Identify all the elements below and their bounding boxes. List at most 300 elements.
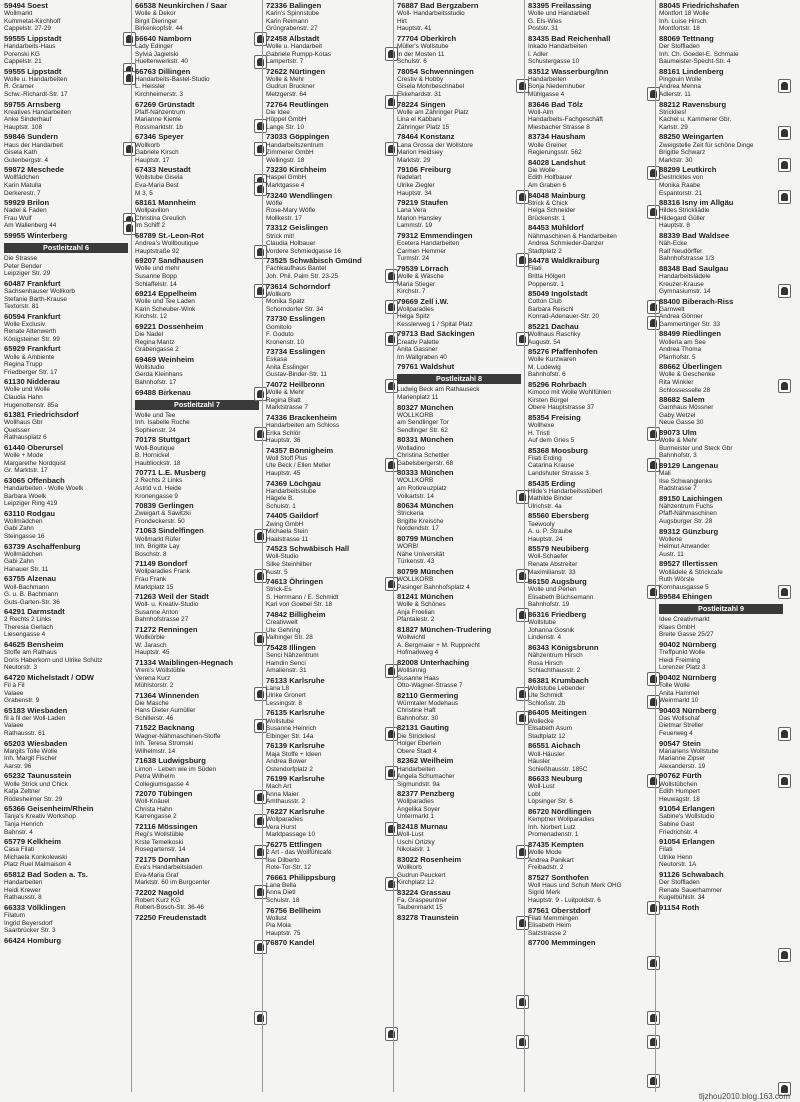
shop-address-line: Aarstr. 96 — [4, 762, 32, 770]
shop-address-line: Mach Art — [266, 783, 292, 791]
shop-address-line: Wollstube — [528, 619, 556, 627]
shop-address-line: Schorndorfer Str. 34 — [266, 305, 324, 313]
shop-city: 71272 Renningen — [135, 624, 198, 634]
shop-address-line: Filati Erding — [528, 454, 562, 462]
shop-address-line: Crestiv & Hobby — [397, 75, 444, 83]
shop-city: 81827 München-Trudering — [397, 624, 492, 634]
shop-city: 87527 Sonthofen — [528, 872, 589, 882]
shop-address-line: Boschstr. 8 — [135, 550, 167, 558]
shop-city: 82418 Murnau — [397, 822, 448, 831]
shop-address-line: Im Schiff 2 — [135, 222, 166, 230]
shop-address-line: Mühlstorstr. 2 — [135, 682, 174, 690]
shop-address-line: Regierungsstr. 562 — [528, 149, 582, 157]
shop-address-line: Verena Kurz — [135, 674, 171, 682]
shop-address-line: Renate Altenwerth — [4, 328, 57, 336]
shop-address-line: Wolle Mode — [528, 849, 562, 857]
shop-address-line: Leipziger Ring 419 — [4, 500, 58, 508]
shop-address-line: Am Graben 6 — [528, 181, 567, 189]
shop-address-line: Wolladino — [397, 444, 425, 452]
shop-address-line: Wollkorb — [397, 864, 422, 872]
column-divider — [524, 0, 525, 1092]
shop-address-line: Die Strasse — [4, 255, 38, 263]
shop-address-line: Inh. Luise Hirsch — [659, 17, 707, 25]
shop-city: 86150 Augsburg — [528, 577, 587, 587]
shop-address-line: Schw.-Richardt-Str. 17 — [4, 90, 68, 98]
shop-city: 82008 Unterhaching — [397, 657, 470, 667]
shop-address-line: Strickeria — [397, 510, 424, 518]
shop-address-line: Gerda Kleinhans — [135, 371, 183, 379]
shop-address-line: Hauptstr. 36 — [266, 437, 301, 445]
shop-city: 86551 Aichach — [528, 741, 581, 751]
shop-address-line: Leipziger Str. 29 — [4, 270, 51, 278]
shop-address-line: Bahnhofstrasse 1/3 — [659, 255, 715, 263]
shop-address-line: Lana Bella — [266, 881, 297, 889]
shop-address-line: Eva-Maria Graf — [135, 871, 179, 879]
shop-address-line: Kimoco mit Wolle Wohlfühlen — [528, 389, 611, 397]
shop-address-line: Auf dem Gries 5 — [528, 437, 575, 445]
shop-city: 78464 Konstanz — [397, 132, 455, 142]
logo-mark — [781, 193, 788, 201]
shop-address-line: Garnwelt — [659, 305, 685, 313]
shop-address-line: Marion Hansley — [397, 214, 442, 222]
shop-address-line: Ulrike Ziegler — [397, 181, 435, 189]
shop-address-line: Andrea Thoma — [659, 346, 702, 354]
shop-address-line: Gabriele Kirsch — [135, 149, 179, 157]
shop-address-line: Freibadstr. 2 — [528, 864, 564, 872]
shop-address-line: Gabi Zahn — [4, 558, 34, 566]
shop-address-line: Gisela Kath — [4, 149, 38, 157]
shop-address-line: Espantorstr. 21 — [659, 189, 702, 197]
shop-address-line: Filati Memmingen — [528, 914, 579, 922]
shop-city: 91054 Erlangen — [659, 804, 715, 814]
shop-city: 63110 Rodgau — [4, 508, 56, 518]
shop-address-line: Schillerstr. 46 — [135, 714, 174, 722]
shop-address-line: Michaela Stein — [266, 528, 308, 536]
shop-address-line: A. Bergmaier + M. Rupprecht — [397, 641, 480, 649]
shop-address-line: Alexanderstr. 19 — [659, 762, 706, 770]
shop-address-line: Rathausplatz 6 — [4, 434, 47, 442]
shop-address-line: Woll-Alm — [528, 108, 554, 116]
shop-address-line: Brückenstr. 1 — [528, 214, 566, 222]
shop-address-line: Lina el Kabbani — [397, 116, 442, 124]
shop-address-line: Nähe Universität — [397, 550, 445, 558]
shop-address-line: Andrea Panikart — [528, 856, 574, 864]
shop-city: 67346 Speyer — [135, 132, 184, 142]
shop-address-line: Cappelstr. 21 — [4, 58, 42, 66]
shop-address-line: Hauptstr. 45 — [266, 470, 301, 478]
shop-address-line: Kemptner Wollparadies — [528, 816, 595, 824]
shop-address-line: Gestricktes von — [659, 174, 704, 182]
shop-address-line: Frau Wulf — [4, 214, 32, 222]
member-logo-column — [122, 0, 136, 1092]
shop-address-line: Marianne Zipser — [659, 755, 706, 763]
shop-address-line: Nadelart — [397, 174, 422, 182]
shop-address-line: Anja Froelian — [397, 608, 435, 616]
shop-address-line: Filati — [659, 846, 673, 854]
shop-address-line: Pfaff-Nähzentrum — [135, 108, 185, 116]
shop-address-line: Woll-Lust — [528, 783, 555, 791]
shop-address-line: Wollmarkt Rüfer — [135, 535, 181, 543]
shop-address-line: Hauptstr. 34 — [397, 189, 432, 197]
shop-address-line: Hugenottenstr. 85a — [4, 401, 59, 409]
shop-address-line: Wollkorb — [135, 141, 160, 149]
shop-city: 88045 Friedrichshafen — [659, 1, 740, 10]
shop-address-line: Taubenmarkt 15 — [397, 904, 443, 912]
shop-city: 63739 Aschaffenburg — [4, 541, 81, 551]
shop-address-line: Wolle & Mehr — [659, 437, 698, 445]
shop-address-line: Stefanie Barth-Krause — [4, 295, 67, 303]
logo-mark — [781, 730, 788, 738]
shop-address-line: Hauptstr. 8 — [659, 222, 690, 230]
shop-address-line: Kirchplatz 12 — [397, 879, 434, 887]
shop-city: 67433 Neustadt — [135, 165, 191, 175]
shop-address-line: Sigrid Merk — [528, 889, 561, 897]
shop-address-line: Steingasse 16 — [4, 532, 45, 540]
shop-address-line: Woll- u. Kreativ-Studio — [135, 601, 199, 609]
shop-address-line: Rossmarktstr. 1b — [135, 123, 183, 131]
shop-city: 88400 Biberach-Riss — [659, 296, 734, 306]
shop-address-line: Margarethe Nordquist — [4, 459, 66, 467]
shop-address-line: Erika Schlör — [266, 429, 301, 437]
shop-address-line: Montfortstr. 18 — [659, 25, 700, 33]
shop-address-line: Regina Mantz — [135, 338, 175, 346]
shop-city: 87561 Oberstdorf — [528, 905, 591, 915]
shop-address-line: L. Heissler — [135, 83, 166, 91]
directory-column — [397, 0, 521, 1092]
shop-address-line: Robert-Bosch-Str. 36-46 — [135, 904, 204, 912]
shop-address-line: Barbara Reischl — [528, 305, 574, 313]
shop-address-line: Karlstr. 29 — [659, 123, 688, 131]
shop-address-line: Handarbeiten am Schloss — [266, 422, 340, 430]
shop-address-line: Vreni's Wollstüble — [135, 666, 186, 674]
shop-address-line: Brigitte Kreische — [397, 517, 444, 525]
shop-address-line: Hofmarkweg 4 — [397, 649, 439, 657]
shop-city: 87435 Kempten — [528, 839, 584, 849]
shop-address-line: Untermarkt 1 — [397, 813, 434, 821]
shop-address-line: Quelsser — [4, 426, 30, 434]
shop-address-line: Vordere Schmiedgasse 16 — [266, 247, 341, 255]
shop-city: 83512 Wasserburg/Inn — [528, 66, 609, 76]
shop-address-line: Bahnhofstr. 30 — [397, 714, 439, 722]
shop-address-line: Wollsinnig — [397, 666, 427, 674]
shop-address-line: Otto-Wagner-Strasse 7 — [397, 682, 463, 690]
shop-address-line: Hauptstraße 92 — [135, 247, 180, 255]
shop-address-line: Regina Trupp — [4, 361, 43, 369]
shop-address-line: Stadtplatz 12 — [528, 732, 566, 740]
shop-address-line: Woll Stoff Plus — [266, 454, 308, 462]
shop-address-line: Pasinger Bahnhofsplatz 4 — [397, 583, 470, 591]
shop-address-line: Fa. Graspeuntner — [397, 896, 448, 904]
shop-city: 85560 Ebersberg — [528, 511, 589, 521]
shop-address-line: Michaela Konkolewski — [4, 853, 67, 861]
shop-address-line: Hauptstr. 24 — [528, 535, 563, 543]
shop-address-line: Woll-Häusler — [528, 750, 565, 758]
shop-address-line: Würmtaler Modehaus — [397, 699, 459, 707]
shop-city: 90547 Stein — [659, 738, 701, 748]
shop-city: 80331 München — [397, 435, 454, 445]
shop-address-line: Haus der Handarbeit — [4, 141, 63, 149]
shop-address-line: Wolle + Mode — [4, 452, 44, 460]
shop-address-line: 2 Rechts 2 Links — [4, 616, 52, 624]
yarn-shop-logo-icon — [778, 727, 791, 741]
shop-address-line: am Sendlinger Tor — [397, 419, 449, 427]
shop-address-line: Christine Haft — [397, 707, 436, 715]
shop-address-line: Fil à Fil — [4, 682, 25, 690]
shop-address-line: Ingrid Beyersdorf — [4, 919, 53, 927]
shop-address-line: Stoffe am Rathaus — [4, 649, 57, 657]
shop-address-line: Haubliockstr. 18 — [135, 459, 181, 467]
shop-address-line: Grabenstr. 9 — [4, 697, 40, 705]
shop-address-line: Elisabeth Heim — [528, 922, 571, 930]
column-divider — [393, 0, 394, 1092]
shop-address-line: Inh. Teresa Stromski — [135, 740, 194, 748]
shop-address-line: Helmut Anwander — [659, 543, 710, 551]
shop-address-line: Marianens Wollstube — [659, 747, 719, 755]
shop-address-line: Haalstrasse 11 — [266, 535, 309, 543]
shop-address-line: WOLLKORB — [397, 411, 434, 419]
shop-city: 64625 Bensheim — [4, 640, 64, 650]
shop-address-line: Ute Beck / Ellen Meller — [266, 462, 331, 470]
shop-city: 66538 Neunkirchen / Saar — [135, 1, 228, 10]
shop-city: 74842 Billigheim — [266, 609, 326, 619]
member-logo-column — [253, 0, 267, 1092]
shop-address-line: Baumeister-Specht-Str. 4 — [659, 58, 731, 66]
yarn-shop-logo-icon — [778, 948, 791, 962]
shop-address-line: Die Masche — [135, 699, 169, 707]
shop-address-line: Wollhexe — [528, 422, 555, 430]
shop-address-line: Heidi Freiming — [659, 656, 701, 664]
shop-address-line: Gisela Mohrbeschnabel — [397, 83, 465, 91]
shop-address-line: Ludwig Beck am Rathauseck — [397, 386, 480, 394]
shop-city: 91154 Roth — [659, 902, 700, 912]
shop-address-line: Tanja Henrich — [4, 821, 44, 828]
shop-address-line: Anna Dietl — [266, 889, 296, 897]
shop-address-line: WORB! — [397, 543, 419, 551]
shop-address-line: Bahnhofstr. 17 — [135, 379, 177, 387]
shop-address-line: Handarbeits-Bastel-Studio — [135, 75, 210, 83]
shop-city: 69469 Weinheim — [135, 354, 194, 364]
shop-city: 68161 Mannheim — [135, 198, 196, 208]
shop-address-line: Holger Eberlein — [397, 740, 442, 748]
shop-city: 74523 Schwäbisch Hall — [266, 544, 350, 554]
shop-address-line: Handarbeits-Fachgeschäft — [528, 116, 603, 124]
shop-address-line: Bahnstr. 4 — [4, 828, 33, 836]
shop-address-line: Guts-Garten-Str. 36 — [4, 598, 60, 606]
shop-address-line: Robert Kurz KG — [135, 896, 181, 904]
shop-address-line: Wollhaus Raschky — [528, 331, 581, 339]
member-logo-column — [646, 0, 660, 1092]
shop-city: 88250 Weingarten — [659, 132, 724, 142]
shop-address-line: Wolle und mehr — [135, 265, 180, 273]
shop-city: 72202 Nagold — [135, 887, 184, 897]
shop-address-line: Im Wallgraben 40 — [397, 353, 447, 361]
shop-city: 84028 Landshut — [528, 157, 586, 167]
shop-city: 88316 Isny im Allgäu — [659, 198, 734, 208]
shop-city: 61440 Oberursel — [4, 442, 64, 452]
shop-city: 74613 Öhringen — [266, 577, 323, 587]
shop-city: 71263 Weil der Stadt — [135, 592, 209, 602]
shop-city: 88299 Leutkirch — [659, 165, 717, 175]
shop-address-line: Nähzentrum Fuchs — [659, 502, 713, 510]
shop-address-line: Wollparadies — [397, 305, 434, 313]
shop-address-line: Klaes GmbH — [659, 623, 696, 631]
shop-city: 59494 Soest — [4, 1, 48, 10]
shop-address-line: Birgit Dieringer — [135, 17, 178, 25]
shop-address-line: Theresia Gerlach — [4, 623, 54, 631]
shop-address-line: Wolle & Ambiente — [4, 353, 55, 361]
shop-address-line: Neutorstr. 3 — [4, 664, 38, 672]
shop-city: 85368 Moosburg — [528, 445, 588, 455]
shop-address-line: Gutenbergstr. 4 — [4, 156, 49, 164]
shop-city: 72458 Albstadt — [266, 33, 320, 43]
shop-address-line: Creativ Palette — [397, 338, 439, 346]
shop-address-line: Sabine's Wollstudio — [659, 813, 715, 821]
shop-address-line: Nordendstr. 17 — [397, 525, 439, 533]
shop-address-line: Feuerweg 4 — [659, 730, 693, 738]
shop-address-line: Pfaff-Nähmaschinen — [659, 510, 717, 518]
shop-address-line: Anita Esslinger — [266, 363, 309, 371]
shop-city: 83395 Freilassing — [528, 1, 592, 10]
shop-city: 59872 Meschede — [4, 165, 64, 175]
shop-address-line: Hildegard Güller — [659, 214, 706, 222]
shop-address-line: Augsburger Str. 28 — [659, 517, 713, 525]
shop-address-line: Maja Stoffe + Ideen — [266, 750, 322, 758]
shop-address-line: Marktstr. 29 — [397, 156, 431, 164]
shop-city: 73240 Wendlingen — [266, 190, 333, 200]
shop-address-line: Gaby Wetzel — [659, 411, 696, 419]
shop-address-line: Pfantalestr. 2 — [397, 616, 435, 624]
logo-mark — [781, 382, 788, 390]
shop-address-line: Inh. Ch. Goedel-E. Schmale — [659, 50, 739, 58]
shop-address-line: Wolle Greiner — [528, 141, 567, 149]
shop-address-line: Kreatives Handarbeiten — [4, 108, 71, 116]
shop-city: 89150 Laichingen — [659, 493, 723, 503]
shop-city: 79106 Freiburg — [397, 165, 452, 175]
logo-mark — [781, 287, 788, 295]
shop-address-line: Andrea Menna — [659, 83, 701, 91]
shop-address-line: Susanne Haas — [397, 674, 439, 682]
yarn-shop-logo-icon — [778, 774, 791, 788]
shop-city: 79219 Staufen — [397, 198, 449, 208]
shop-address-line: Cotton Club — [528, 298, 562, 306]
shop-address-line: Mühlgasse 4 — [528, 90, 565, 98]
shop-address-line: Friedberger Str. 17 — [4, 368, 58, 376]
shop-address-line: Kronenstr. 10 — [266, 338, 305, 346]
shop-address-line: Filati — [528, 265, 542, 273]
shop-address-line: Gymnasiumstr. 14 — [659, 288, 711, 296]
shop-city: 90403 Nürnberg — [659, 705, 717, 715]
shop-address-line: Anita Hammel — [659, 689, 700, 697]
shop-city: 72336 Balingen — [266, 1, 322, 10]
shop-city: 88069 Tettnang — [659, 33, 714, 43]
shop-city: 82131 Gauting — [397, 723, 449, 733]
member-logo-column — [515, 0, 529, 1092]
shop-city: 80799 München — [397, 533, 454, 543]
shop-address-line: Promenadenstr. 1 — [528, 831, 579, 839]
member-logo-column — [777, 0, 791, 1092]
shop-city: 76756 Bellheim — [266, 905, 321, 915]
shop-address-line: Friedrichstr. 4 — [659, 828, 698, 836]
shop-address-line: Näh-Ecke — [659, 240, 688, 248]
shop-address-line: Wollparadies — [397, 798, 434, 806]
shop-address-line: Karl von Goebel Str. 18 — [266, 601, 333, 609]
shop-address-line: Marktplatz 15 — [135, 583, 174, 591]
shop-address-line: Karin Reimann — [266, 17, 309, 25]
postcode-section-header: Postleitzahl 7 — [135, 400, 259, 410]
shop-address-line: Kachel u. Kammerer Gbr. — [659, 116, 732, 124]
shop-city: 85354 Freising — [528, 412, 581, 422]
shop-address-line: Vera Hurst — [266, 823, 297, 831]
shop-address-line: Inh. Isabelle Roche — [135, 419, 190, 427]
shop-city: 91054 Erlangen — [659, 837, 715, 847]
shop-address-line: Eva's Handarbeitsladen — [135, 864, 203, 872]
shop-address-line: Schlossesselle 28 — [659, 386, 711, 394]
shop-address-line: Treffpunkt Wolle — [659, 649, 706, 657]
shop-address-line: Tanja's Kreativ Workshop — [4, 813, 76, 821]
shop-city: 74336 Brackenheim — [266, 412, 337, 422]
yarn-shop-logo-icon — [778, 585, 791, 599]
shop-address-line: B. Hornickel — [135, 452, 170, 460]
shop-address-line: Ilse Dilberto — [266, 856, 300, 864]
shop-address-line: Wolle Exclusiv — [4, 320, 46, 328]
shop-address-line: Hauptstr. 75 — [266, 929, 301, 937]
shop-address-line: G. Els-Wies — [528, 17, 562, 25]
shop-address-line: Höppel GmbH — [266, 116, 307, 124]
shop-address-line: Eva-Maria Best — [135, 181, 179, 189]
shop-city: 61130 Nidderau — [4, 377, 60, 387]
shop-city: 86633 Neuburg — [528, 774, 583, 784]
shop-city: 85296 Rohrbach — [528, 380, 587, 390]
shop-address-line: Wolle Kurzwaren — [528, 356, 577, 364]
shop-city: 75428 Illingen — [266, 642, 316, 652]
shop-city: 79713 Bad Säckingen — [397, 329, 475, 339]
shop-address-line: M 3, 5 — [135, 189, 153, 197]
shop-city: 70771 L.E. Musberg — [135, 468, 206, 478]
shop-city: 72250 Freudenstadt — [135, 912, 207, 922]
shop-address-line: Lobl — [528, 790, 541, 798]
shop-address-line: Margits Tolle Wolle — [4, 747, 58, 755]
shop-city: 73525 Schwäbisch Gmünd — [266, 256, 362, 266]
shop-city: 89073 Ulm — [659, 427, 697, 437]
shop-address-line: A. u. P. Straube — [528, 528, 573, 536]
shop-address-line: Elisabeth Büchsemann — [528, 593, 594, 601]
shop-city: 65232 Taunusstein — [4, 771, 72, 781]
shop-address-line: Rödesheimer Str. 29 — [4, 795, 63, 803]
shop-address-line: Sonja Niedernhuber — [528, 83, 585, 91]
shop-address-line: Hanauer Str. 11 — [4, 565, 49, 573]
shop-address-line: Anna Maier — [266, 790, 299, 798]
shop-address-line: Monika Raabe — [659, 181, 701, 189]
shop-address-line: Sophienstr. 24 — [135, 426, 176, 434]
shop-address-line: Wolle und Tee Laden — [135, 298, 195, 306]
shop-address-line: Marktgasse 4 — [266, 181, 305, 189]
shop-address-line: Kronengasse 9 — [135, 492, 178, 500]
shop-address-line: Zimmerer GmbH — [266, 149, 314, 157]
shop-address-line: Claudia Holbauer — [266, 240, 316, 248]
postcode-section-header: Postleitzahl 6 — [4, 243, 128, 253]
shop-address-line: Kesslerweg 1 / Spital Platz — [397, 320, 473, 328]
shop-address-line: Nikolaistr. 1 — [397, 846, 431, 854]
shop-address-line: Collegiumsgasse 4 — [135, 780, 189, 788]
shop-address-line: Woll-Lust — [397, 831, 424, 839]
shop-address-line: Regina Blatt — [266, 396, 301, 404]
shop-city: 59846 Sundern — [4, 132, 59, 142]
shop-address-line: Handarbeiten - Wolle Woelk — [4, 485, 84, 493]
shop-address-line: Wollparadies Frank — [135, 568, 190, 576]
shop-address-line: Konrad-Adenauer-Str. 20 — [528, 313, 600, 321]
shop-address-line: Wolle & Schönes — [397, 601, 446, 609]
shop-city: 86405 Meitingen — [528, 708, 587, 718]
